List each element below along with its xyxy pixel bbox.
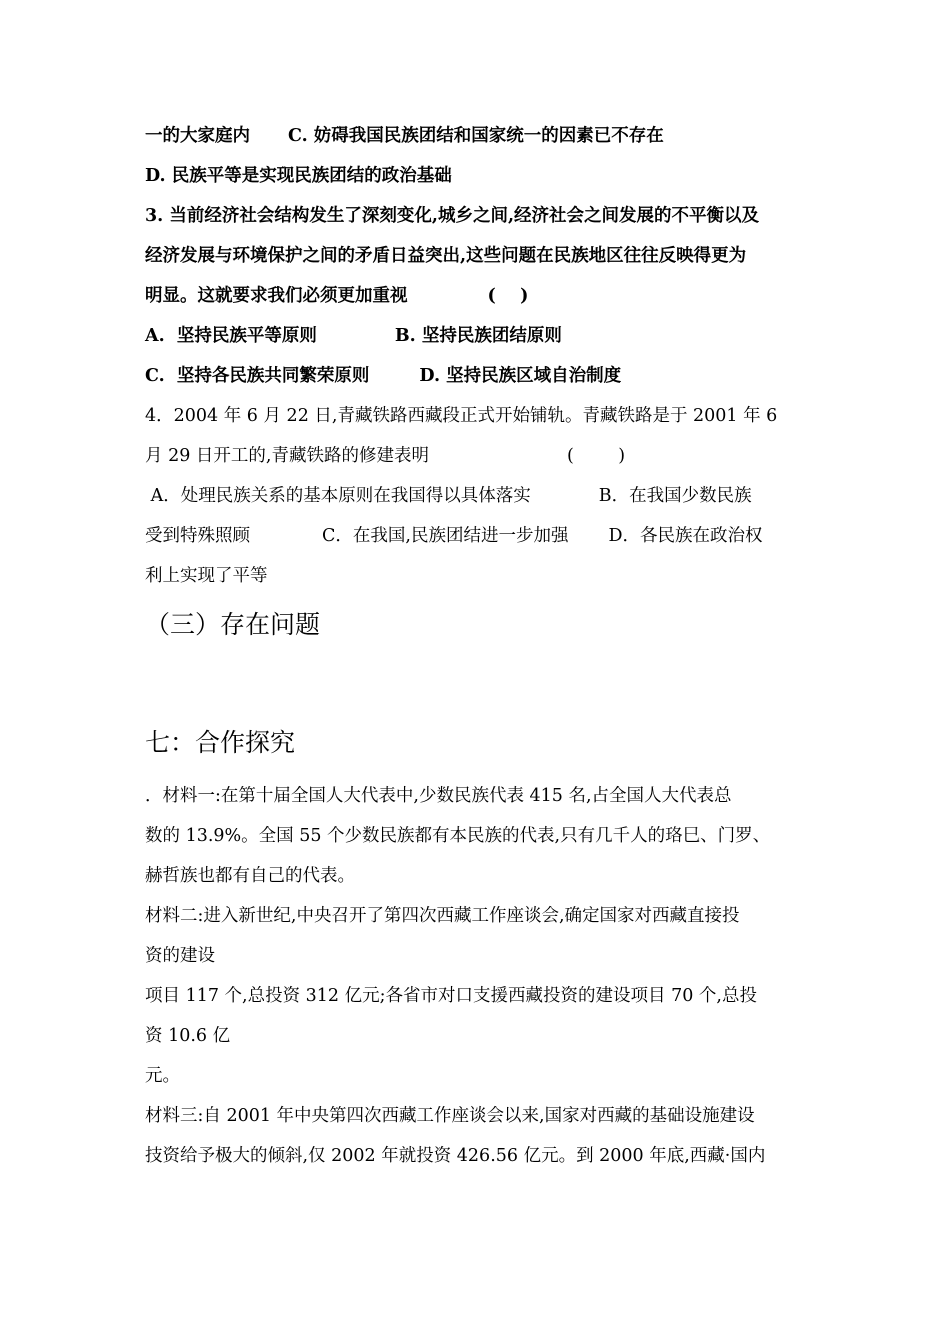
q4-answer-blank: ( ) [566, 446, 626, 466]
material-1-line-3: 赫哲族也都有自己的代表。 [145, 866, 355, 886]
q4-option-c: C．在我国,民族团结进一步加强 [322, 526, 569, 546]
material-2-line-1: 材料二:进入新世纪,中央召开了第四次西藏工作座谈会,确定国家对西藏直接投 [145, 906, 740, 926]
q4-stem-text: 月 29 日开工的,青藏铁路的修建表明 [145, 446, 429, 466]
q3-stem-text: 明显。这就要求我们必须更加重视 [145, 286, 408, 306]
q4-option-b: B．在我国少数民族 [598, 486, 752, 506]
q3-options-row-2 [145, 365, 621, 387]
q4-option-b-tail: 受到特殊照顾 [145, 526, 250, 546]
material-2-line-3: 项目 117 个,总投资 312 亿元;各省市对口支援西藏投资的建设项目 70 个,总投 [145, 986, 757, 1006]
q2-option-d: D. 民族平等是实现民族团结的政治基础 [145, 166, 452, 186]
q4-stem-line-1: 4．2004 年 6 月 22 日,青藏铁路西藏段正式开始铺轨。青藏铁路是于 2001 年 6 [145, 406, 778, 426]
material-2-line-2: 资的建设 [145, 946, 215, 966]
q4-stem-line-2 [145, 445, 625, 467]
q3-answer-blank: ( ) [487, 286, 529, 306]
material-3-line-2: 技资给予极大的倾斜,仅 2002 年就投资 426.56 亿元。到 2000 年底,西藏·国内 [145, 1146, 766, 1166]
material-2-line-4: 资 10.6 亿 [145, 1026, 231, 1046]
q3-option-d: D. 坚持民族区域自治制度 [419, 366, 622, 386]
q4-option-d-tail: 利上实现了平等 [145, 566, 268, 586]
q3-option-b: B. 坚持民族团结原则 [394, 326, 562, 346]
section-heading-cooperation: 七：合作探究 [145, 728, 296, 757]
section-heading-problems: （三）存在问题 [145, 610, 321, 639]
material-3-line-1: 材料三:自 2001 年中央第四次西藏工作座谈会以来,国家对西藏的基础设施建设 [145, 1106, 755, 1126]
material-1-line-1: ．材料一:在第十届全国人大代表中,少数民族代表 415 名,占全国人大代表总 [145, 786, 732, 806]
q4-option-d: D．各民族在政治权 [608, 526, 763, 546]
q3-stem-line-3 [145, 285, 528, 307]
q4-options-row-2 [145, 525, 762, 547]
q3-option-c: C. 坚持各民族共同繁荣原则 [145, 366, 370, 386]
q2-option-b-tail: 一的大家庭内 [145, 126, 250, 146]
q3-options-row-1 [145, 325, 562, 347]
q3-option-a: A. 坚持民族平等原则 [145, 326, 317, 346]
material-2-line-5: 元。 [145, 1066, 180, 1086]
material-1-line-2: 数的 13.9%。全国 55 个少数民族都有本民族的代表,只有几千人的珞巳、门罗、 [145, 826, 771, 846]
q4-option-a: A．处理民族关系的基本原则在我国得以具体落实 [145, 486, 531, 506]
q2-option-line-1 [145, 125, 664, 147]
q3-stem-line-2: 经济发展与环境保护之间的矛盾日益突出,这些问题在民族地区往往反映得更为 [145, 246, 747, 266]
q3-stem-line-1: 3. 当前经济社会结构发生了深刻变化,城乡之间,经济社会之间发展的不平衡以及 [145, 206, 760, 226]
q4-options-row-1 [145, 485, 752, 507]
q2-option-c: C. 妨碍我国民族团结和国家统一的因素已不存在 [288, 126, 664, 146]
